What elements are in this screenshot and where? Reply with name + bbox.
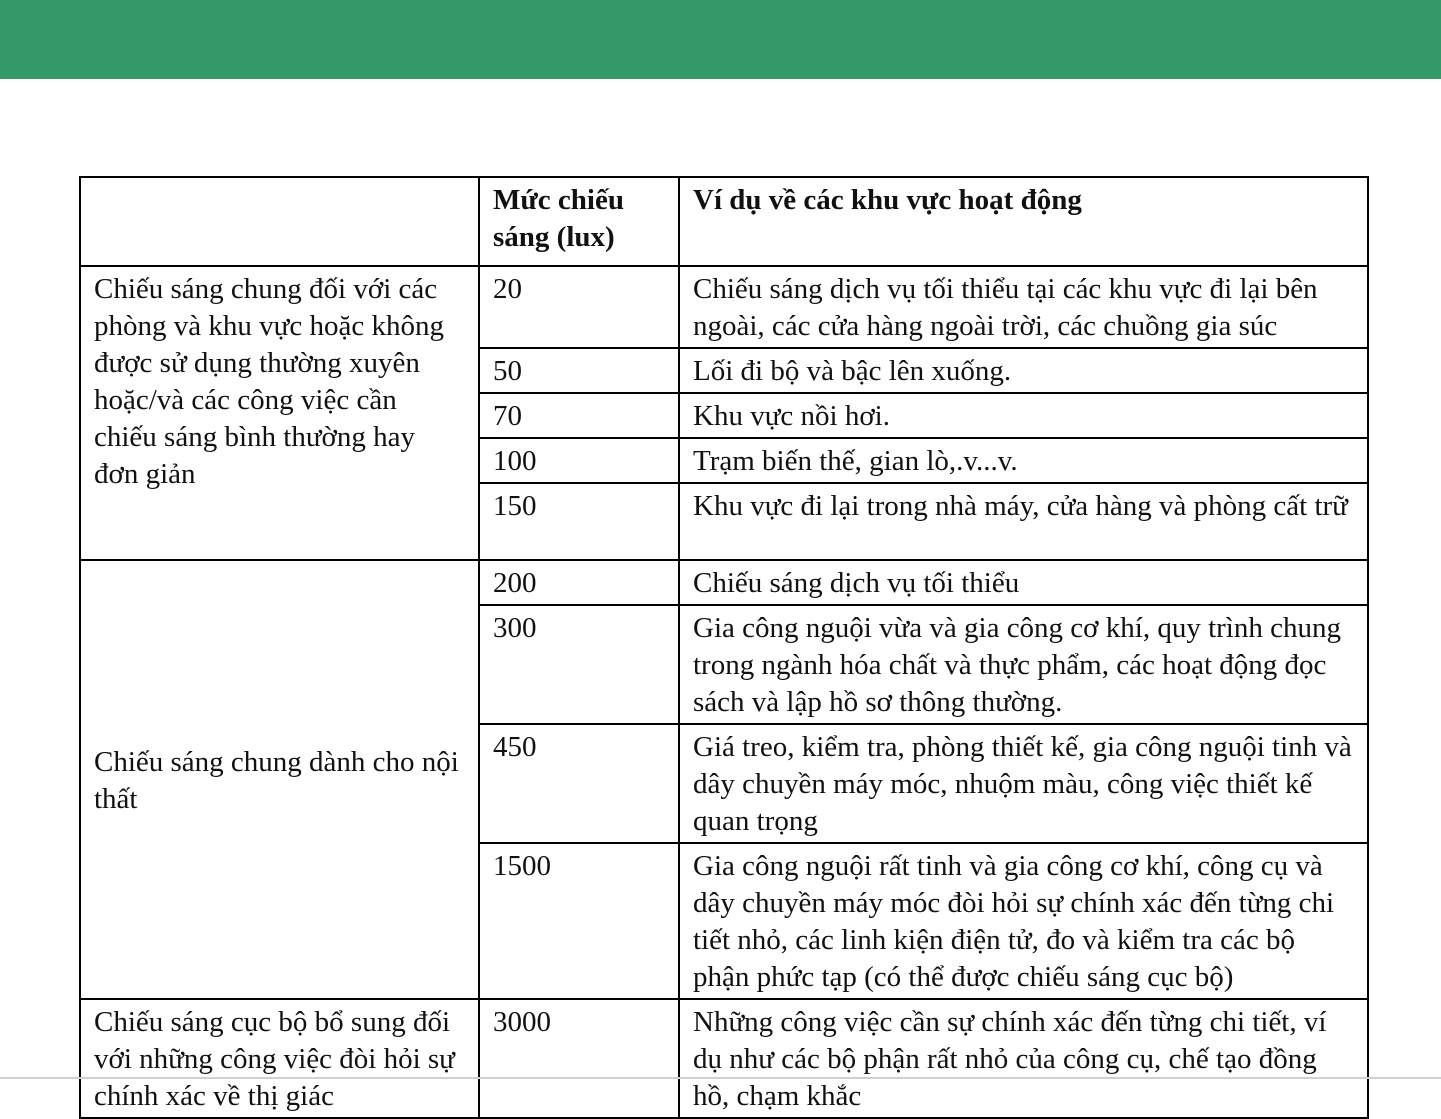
example-cell: Khu vực đi lại trong nhà máy, cửa hàng và phòng cất trữ [679, 483, 1368, 560]
lux-cell: 3000 [479, 999, 679, 1118]
header-examples: Ví dụ về các khu vực hoạt động [679, 177, 1368, 266]
example-cell: Gia công nguội vừa và gia công cơ khí, quy trình chung trong ngành hóa chất và thực phẩm, các hoạt động đọc sách và lập hồ sơ thông thường. [679, 605, 1368, 724]
lux-cell: 100 [479, 438, 679, 483]
category-cell: Chiếu sáng cục bộ bổ sung đối với những công việc đòi hỏi sự chính xác về thị giác [80, 999, 479, 1118]
table-row [80, 266, 1368, 348]
lux-cell: 70 [479, 393, 679, 438]
example-cell: Giá treo, kiểm tra, phòng thiết kế, gia công nguội tinh và dây chuyền máy móc, nhuộm màu, công việc thiết kế quan trọng [679, 724, 1368, 843]
lux-cell: 20 [479, 266, 679, 348]
illuminance-table [79, 176, 1369, 1119]
header-bar [0, 0, 1441, 79]
table-row [80, 560, 1368, 605]
example-cell: Gia công nguội rất tinh và gia công cơ khí, công cụ và dây chuyền máy móc đòi hỏi sự chính xác đến từng chi tiết nhỏ, các linh kiện điện tử, đo và kiểm tra các bộ phận phức tạp (có thể được chiếu sáng cục bộ) [679, 843, 1368, 999]
table-row [80, 999, 1368, 1118]
example-cell: Khu vực nồi hơi. [679, 393, 1368, 438]
example-cell: Trạm biến thế, gian lò,.v...v. [679, 438, 1368, 483]
lux-cell: 1500 [479, 843, 679, 999]
example-cell: Chiếu sáng dịch vụ tối thiểu tại các khu vực đi lại bên ngoài, các cửa hàng ngoài trời, các chuồng gia súc [679, 266, 1368, 348]
example-cell: Chiếu sáng dịch vụ tối thiểu [679, 560, 1368, 605]
header-lux: Mức chiếu sáng (lux) [479, 177, 679, 266]
header-category [80, 177, 479, 266]
lux-cell: 200 [479, 560, 679, 605]
category-cell: Chiếu sáng chung dành cho nội thất [80, 560, 479, 999]
category-cell: Chiếu sáng chung đối với các phòng và khu vực hoặc không được sử dụng thường xuyên hoặc/và các công việc cần chiếu sáng bình thường hay đơn giản [80, 266, 479, 560]
lux-cell: 300 [479, 605, 679, 724]
lux-cell: 150 [479, 483, 679, 560]
bottom-divider [0, 1077, 1441, 1079]
example-cell: Những công việc cần sự chính xác đến từng chi tiết, ví dụ như các bộ phận rất nhỏ của công cụ, chế tạo đồng hồ, chạm khắc [679, 999, 1368, 1118]
lux-cell: 50 [479, 348, 679, 393]
example-cell: Lối đi bộ và bậc lên xuống. [679, 348, 1368, 393]
lux-cell: 450 [479, 724, 679, 843]
table-header-row [80, 177, 1368, 266]
